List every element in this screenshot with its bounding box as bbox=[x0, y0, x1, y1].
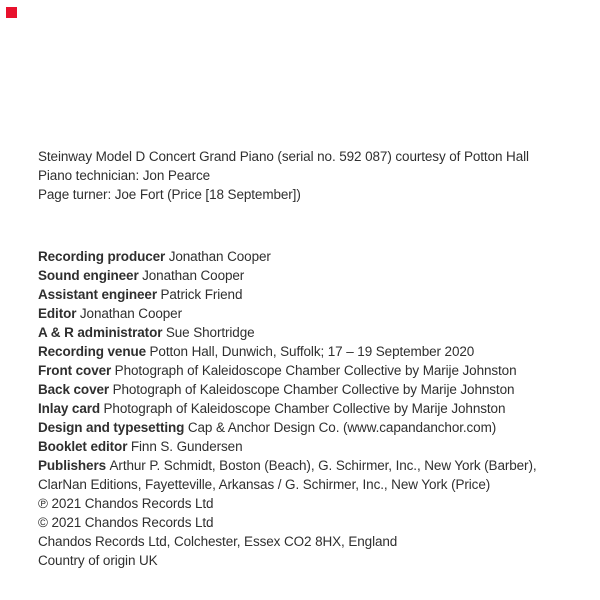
note-line: Piano technician: Jon Pearce bbox=[38, 168, 211, 183]
credit-value: Photograph of Kaleidoscope Chamber Collective by Marije Johnston bbox=[114, 363, 517, 378]
credit-value: Cap & Anchor Design Co. (www.capandanchor.com) bbox=[187, 420, 497, 435]
credit-line bbox=[38, 361, 576, 380]
credit-label: Inlay card bbox=[38, 401, 101, 416]
note-line: Page turner: Joe Fort (Price [18 September]) bbox=[38, 187, 301, 202]
credit-label: Design and typesetting bbox=[38, 420, 185, 435]
credit-value: Jonathan Cooper bbox=[79, 306, 182, 321]
credit-label: Sound engineer bbox=[38, 268, 139, 283]
red-square-marker bbox=[6, 7, 17, 18]
credit-line bbox=[38, 285, 576, 304]
credit-value: © 2021 Chandos Records Ltd bbox=[38, 515, 214, 530]
country-of-origin-line bbox=[38, 551, 576, 570]
credit-label: Editor bbox=[38, 306, 77, 321]
credit-label: Front cover bbox=[38, 363, 112, 378]
credit-line bbox=[38, 304, 576, 323]
booklet-credits-page bbox=[38, 147, 576, 570]
credit-line bbox=[38, 456, 576, 475]
credit-value: Chandos Records Ltd, Colchester, Essex CO2 8HX, England bbox=[38, 534, 398, 549]
credit-label: Back cover bbox=[38, 382, 110, 397]
credit-value: Photograph of Kaleidoscope Chamber Collective by Marije Johnston bbox=[103, 401, 506, 416]
credit-value: ℗ 2021 Chandos Records Ltd bbox=[38, 496, 214, 511]
credit-line bbox=[38, 323, 576, 342]
credit-value: Potton Hall, Dunwich, Suffolk; 17 – 19 September 2020 bbox=[149, 344, 475, 359]
credit-line bbox=[38, 247, 576, 266]
credit-line bbox=[38, 342, 576, 361]
credit-value: ClarNan Editions, Fayetteville, Arkansas / G. Schirmer, Inc., New York (Price) bbox=[38, 477, 491, 492]
credit-label: A & R administrator bbox=[38, 325, 163, 340]
credit-value: Jonathan Cooper bbox=[168, 249, 271, 264]
credit-value: Sue Shortridge bbox=[165, 325, 255, 340]
phonogram-copyright-line bbox=[38, 494, 576, 513]
performance-notes bbox=[38, 147, 576, 204]
credit-line bbox=[38, 380, 576, 399]
credit-label: Assistant engineer bbox=[38, 287, 157, 302]
credit-line bbox=[38, 399, 576, 418]
credit-line-continuation bbox=[38, 475, 576, 494]
credit-line bbox=[38, 418, 576, 437]
credit-value: Arthur P. Schmidt, Boston (Beach), G. Schirmer, Inc., New York (Barber), bbox=[109, 458, 537, 473]
credit-label: Booklet editor bbox=[38, 439, 128, 454]
credit-label: Publishers bbox=[38, 458, 107, 473]
credit-value: Patrick Friend bbox=[160, 287, 243, 302]
credit-value: Country of origin UK bbox=[38, 553, 158, 568]
address-line bbox=[38, 532, 576, 551]
credits-list bbox=[38, 247, 576, 570]
credit-value: Finn S. Gundersen bbox=[130, 439, 243, 454]
credit-line bbox=[38, 437, 576, 456]
credit-value: Jonathan Cooper bbox=[142, 268, 245, 283]
note-line: Steinway Model D Concert Grand Piano (serial no. 592 087) courtesy of Potton Hall bbox=[38, 149, 529, 164]
credit-label: Recording producer bbox=[38, 249, 166, 264]
credit-value: Photograph of Kaleidoscope Chamber Collective by Marije Johnston bbox=[112, 382, 515, 397]
copyright-line bbox=[38, 513, 576, 532]
credit-label: Recording venue bbox=[38, 344, 147, 359]
credit-line bbox=[38, 266, 576, 285]
